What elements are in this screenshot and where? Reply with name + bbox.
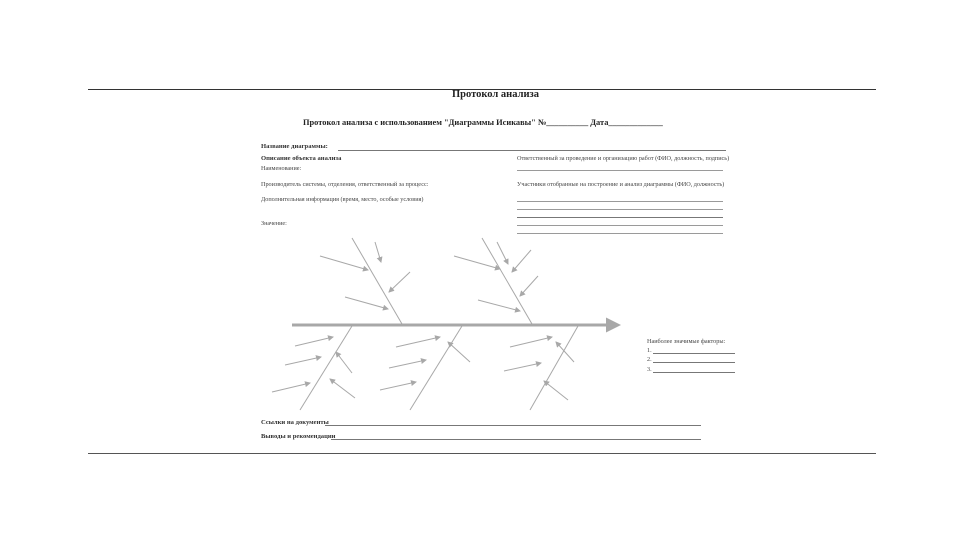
factor-item-1: 1. [647, 347, 652, 354]
participants-label: Участники отобранные на построение и анализ диаграммы (ФИО, должность) [517, 181, 725, 188]
factor-item-2: 2. [647, 356, 652, 363]
page-title: Протокол анализа [452, 89, 539, 100]
conclusions-label: Выводы и рекомендации [261, 433, 336, 440]
process-label: Производитель системы, отделения, ответственный за процесс: [261, 181, 429, 188]
factor-item-3: 3. [647, 366, 652, 373]
documents-label: Ссылки на документы [261, 419, 329, 426]
object-name-label: Наименование: [261, 165, 302, 172]
documents-line [325, 425, 701, 426]
additional-info-label: Дополнительная информация (время, место, особые условия) [261, 196, 424, 203]
lower-bone-2 [410, 326, 462, 410]
factor-line-3 [653, 372, 735, 373]
upper-bone-2 [482, 238, 532, 324]
lower-bone-3 [530, 326, 578, 410]
factors-title: Наиболее значимые факторы: [647, 338, 726, 345]
responsible-label: Ответственный за проведение и организацию работ (ФИО, должность, подпись) [517, 155, 730, 162]
effect-label: Значение: [261, 220, 287, 227]
diagram-name-label: Название диаграммы: [261, 143, 328, 150]
protocol-subtitle: Протокол анализа с использованием "Диаграммы Исикавы" №__________ Дата_____________ [303, 118, 663, 127]
object-label: Описание объекта анализа [261, 155, 342, 162]
conclusions-line [331, 439, 701, 440]
upper-bone-1 [352, 238, 402, 324]
factor-line-1 [653, 353, 735, 354]
bottom-rule [88, 453, 876, 454]
factor-line-2 [653, 362, 735, 363]
